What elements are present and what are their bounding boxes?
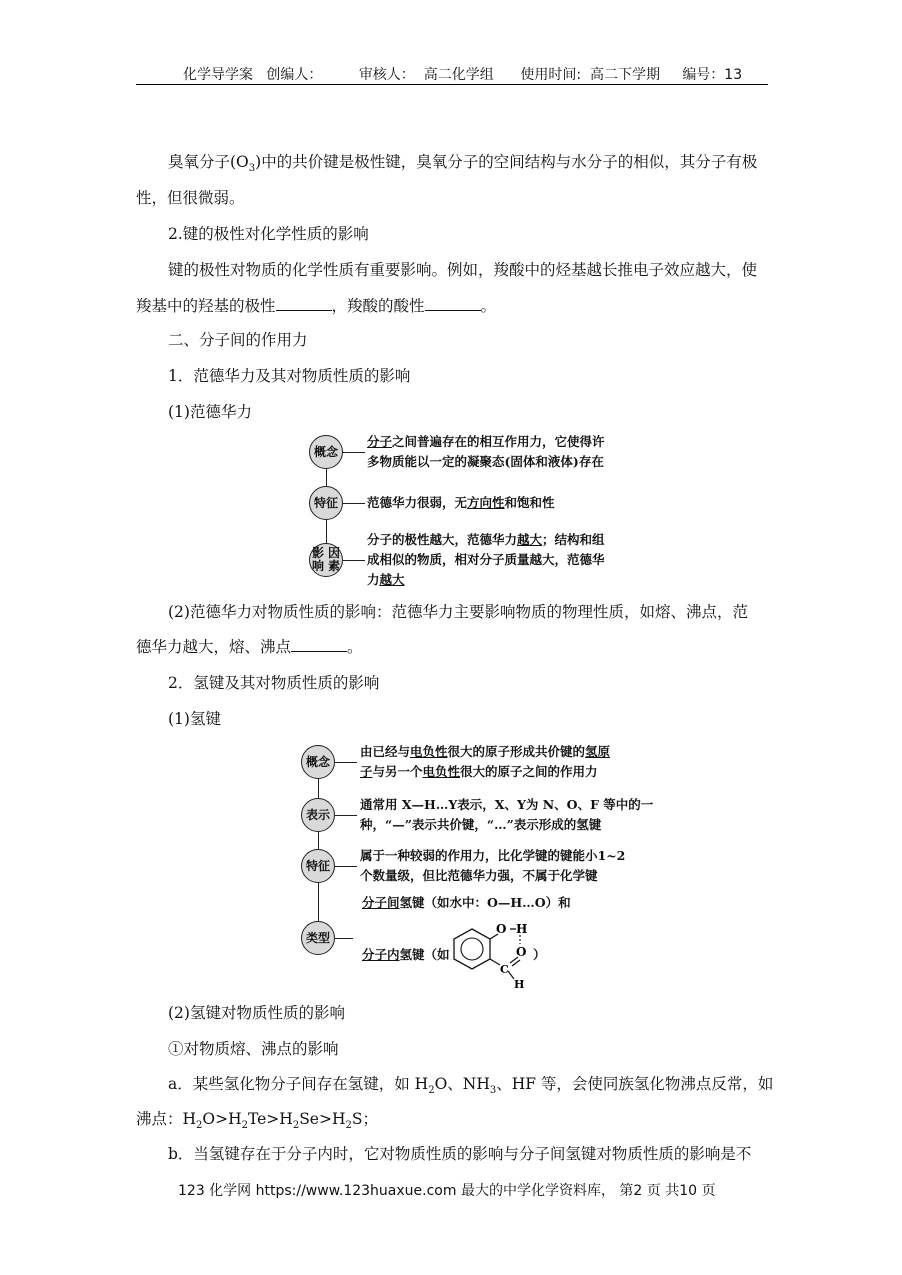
paragraph-carboxylic: 键的极性对物质的化学性质有重要影响。例如，羧酸中的烃基越长推电子效应越大，使 [168,261,758,279]
hb-concept-text: 由已经与电负性很大的原子形成共价键的氢原 子与另一个电负性很大的原子之间的作用力 [360,744,611,779]
hb-type-intramolecular: 分子内氢键（如 [362,947,450,962]
hb-node-notation: 表示 [301,798,335,832]
vdw-factors-text: 分子的极性越大，范德华力越大；结构和组 成相似的物质，相对分子质量越大，范德华 力越大 [367,532,605,587]
header-number: 编号：13 [682,67,743,83]
paragraph-ozone-cont: 性，但很微弱。 [136,189,245,207]
paragraph-a: a．某些氢化物分子间存在氢键，如 $H_2O$、$NH_3$、HF 等，会使同族氢化物沸点反常，如 [168,1075,774,1097]
page-footer: 123 化学网 https://www.123huaxue.com 最大的中学化学资料库， 第2 页 共10 页 [178,1183,716,1199]
paragraph-vdw-effect-cont: 德华力越大，熔、沸点 。 [136,638,363,656]
fill-blank[interactable] [291,637,347,652]
mol-hydrogen-1: H [516,922,528,936]
hb-type-close-paren: ） [533,947,546,962]
hb-feature-text: 属于一种较弱的作用力，比化学键的键能小1~2 个数量级，但比范德华力强，不属于化学键 [360,848,626,883]
fill-blank[interactable] [276,296,332,311]
hb-node-feature: 特征 [301,849,335,883]
mol-oxygen-2: O [516,945,527,959]
mol-hydrogen-2: H [514,978,525,990]
subheading-hbond-2-1: ①对物质熔、沸点的影响 [168,1040,339,1058]
page-header [183,64,742,84]
header-editor: 创编人： [266,67,323,83]
paragraph-vdw-effect: (2)范德华力对物质性质的影响：范德华力主要影响物质的物理性质，如熔、沸点，范 [168,603,748,621]
salicylaldehyde-structure [448,915,538,990]
subheading-hbond: 2．氢键及其对物质性质的影响 [168,674,380,692]
subheading-hbond-2: (2)氢键对物质性质的影响 [168,1004,345,1022]
hb-type-intermolecular: 分子间氢键（如水中：O—H…O）和 [362,895,571,910]
header-reviewer-value: 高二化学组 [423,67,494,83]
subheading-hbond-1: (1)氢键 [168,710,221,728]
mol-carbon: C [500,963,509,976]
vdw-node-factors: 影响 因素 [309,543,343,577]
paragraph-b: b．当氢键存在于分子内时，它对物质性质的影响与分子间氢键对物质性质的影响是不 [168,1145,752,1163]
vdw-node-feature: 特征 [309,486,343,520]
hb-node-concept: 概念 [301,745,335,779]
vdw-node-concept: 概念 [309,435,343,469]
paragraph-a-cont: 沸点：$H_2O>H_2Te>H_2Se>H_2S$； [136,1110,378,1132]
heading-bond-polarity-effect: 2.键的极性对化学性质的影响 [168,225,369,243]
hb-notation-text: 通常用 X—H…Y表示，X、Y为 N、O、F 等中的一 种，“—”表示共价键，“…”表示形成的氢键 [360,797,654,832]
subheading-vdw-1: (1)范德华力 [168,403,252,421]
mol-oxygen-1: O [496,922,507,936]
subheading-vdw: 1．范德华力及其对物质性质的影响 [168,367,411,385]
header-title: 化学导学案 [183,67,253,83]
paragraph-ozone: 臭氧分子$(O_3)$中的共价键是极性键，臭氧分子的空间结构与水分子的相似，其分子有极 [168,153,758,175]
header-time-value: 高二下学期 [590,67,661,83]
vdw-concept-text: 分子之间普遍存在的相互作用力，它使得许 多物质能以一定的凝聚态(固体和液体)存在 [367,434,605,469]
header-time: 使用时间: [520,67,582,83]
vdw-feature-text: 范德华力很弱，无方向性和饱和性 [367,495,555,510]
hb-node-type: 类型 [301,921,335,955]
section-heading-intermolecular: 二、分子间的作用力 [168,331,308,349]
paragraph-carboxylic-cont: 羧基中的羟基的极性 ，羧酸的酸性 。 [136,297,497,315]
fill-blank[interactable] [425,296,481,311]
header-reviewer: 审核人： [358,67,415,83]
header-rule [136,84,768,85]
